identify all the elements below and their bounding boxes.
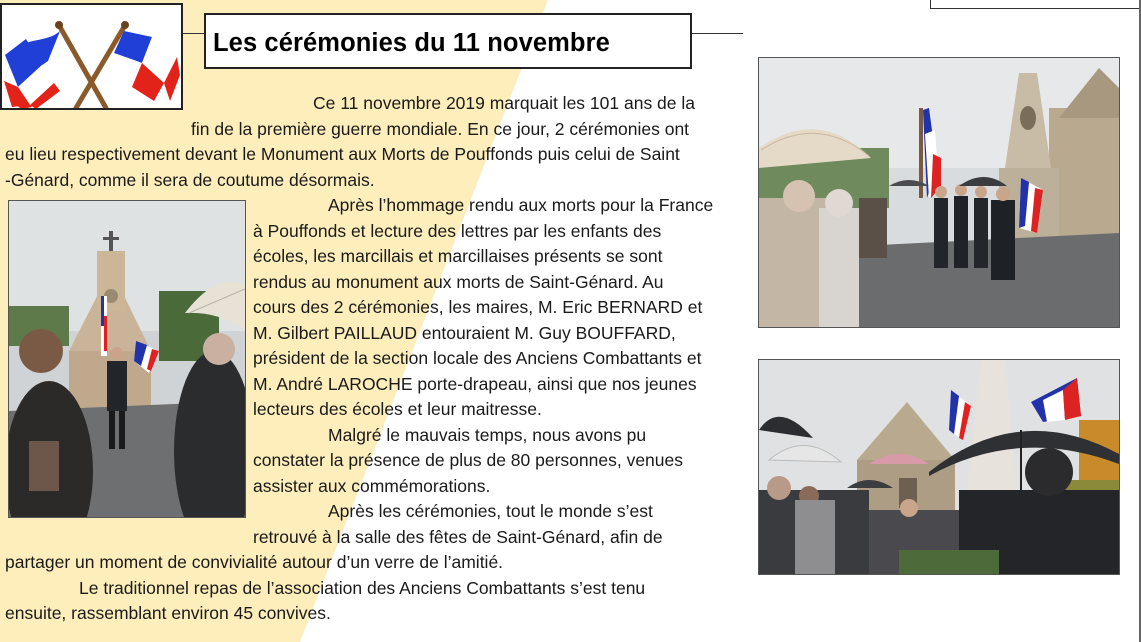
top-right-box-fragment (930, 0, 1141, 9)
article-line: à Pouffonds et lecture des lettres par les enfants des (253, 221, 662, 241)
article-line: Après les cérémonies, tout le monde s’est (328, 501, 653, 521)
article-line: eu lieu respectivement devant le Monument aux Morts de Pouffonds puis celui de Saint (5, 144, 680, 164)
article-line: lecteurs des écoles et leur maitresse. (253, 399, 542, 419)
article-line: rendus au monument aux morts de Saint-Génard. Au (253, 272, 664, 292)
article-line: cours des 2 cérémonies, les maires, M. Eric BERNARD et (253, 297, 703, 317)
article-line: constater la présence de plus de 80 personnes, venues (253, 450, 684, 470)
article-line: Ce 11 novembre 2019 marquait les 101 ans de la (313, 93, 696, 113)
crossed-french-flags-icon (2, 5, 181, 108)
page-title: Les cérémonies du 11 novembre (213, 29, 610, 57)
article-line: M. André LAROCHE porte-drapeau, ainsi que nos jeunes (253, 374, 697, 394)
article-line: ensuite, rassemblant environ 45 convives. (5, 603, 331, 623)
article-line: partager un moment de convivialité autour d’un verre de l’amitié. (5, 552, 504, 572)
photo-monument-left (8, 200, 246, 518)
article-line: fin de la première guerre mondiale. En ce jour, 2 cérémonies ont (191, 119, 690, 139)
article-line: Malgré le mauvais temps, nous avons pu (328, 425, 647, 445)
article-line: écoles, les marcillais et marcillaises présents se sont (253, 246, 663, 266)
article-line: Après l’hommage rendu aux morts pour la France (328, 195, 714, 215)
article-line: assister aux commémorations. (253, 476, 491, 496)
article-line: président de la section locale des Anciens Combattants et (253, 348, 702, 368)
title-box (204, 13, 692, 69)
photo-ceremony-top-right (758, 57, 1120, 328)
photo-crowd-bottom-right (758, 359, 1120, 575)
article-line: -Génard, comme il sera de coutume désormais. (5, 170, 375, 190)
article-line: Le traditionnel repas de l’association des Anciens Combattants s’est tenu (79, 578, 646, 598)
article-line: M. Gilbert PAILLAUD entouraient M. Guy BOUFFARD, (253, 323, 676, 343)
article-line: retrouvé à la salle des fêtes de Saint-Génard, afin de (253, 527, 663, 547)
flags-logo-box (0, 3, 183, 110)
